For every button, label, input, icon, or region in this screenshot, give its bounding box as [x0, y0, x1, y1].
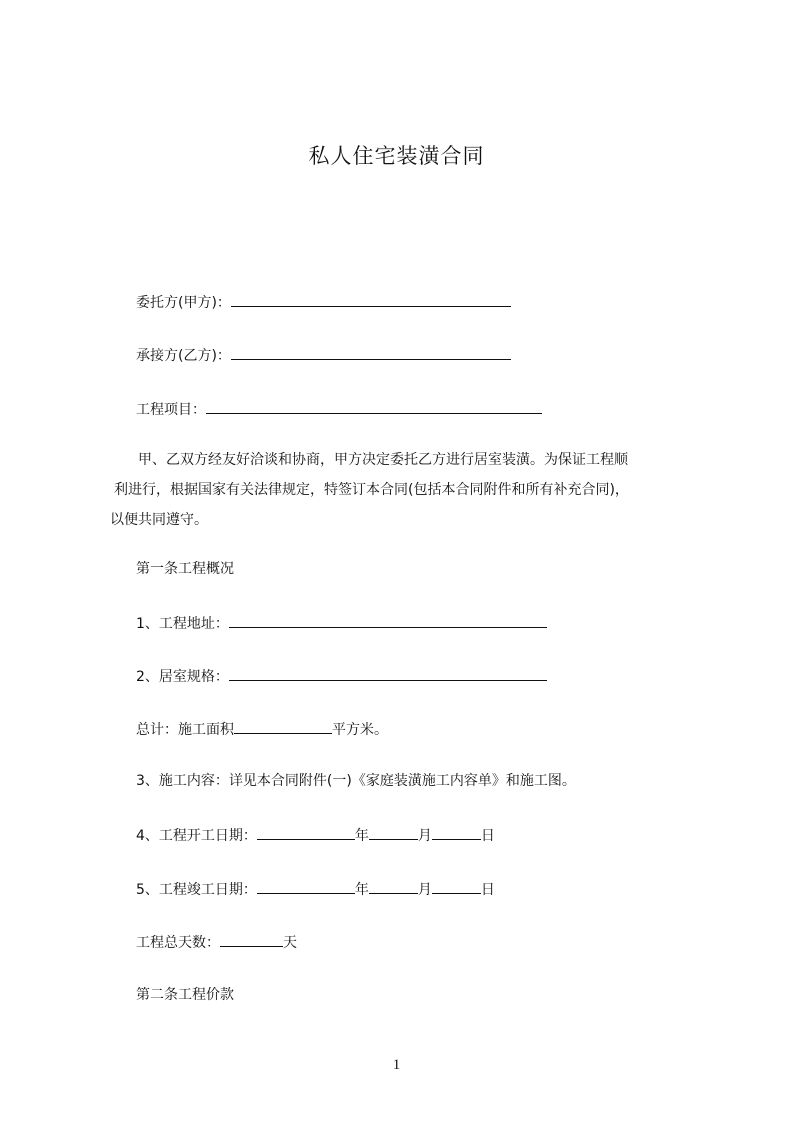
- total-area-suffix: 平方米。: [332, 722, 388, 738]
- project-label: 工程项目：: [136, 402, 206, 418]
- article-1-heading: 第一条工程概况: [136, 561, 234, 577]
- end-year-blank: [257, 878, 355, 894]
- year-label: 年: [354, 882, 369, 898]
- start-date-label: 4、工程开工日期：: [136, 828, 257, 844]
- page-number: 1: [392, 1057, 401, 1073]
- preamble-line: 甲、乙双方经友好洽谈和协商，甲方决定委托乙方进行居室装潢。为保证工程顺: [138, 452, 628, 468]
- address-blank: [229, 612, 547, 628]
- spec-blank: [229, 665, 547, 681]
- project-blank: [206, 398, 542, 414]
- total-area-prefix: 总计：施工面积: [136, 722, 234, 738]
- preamble-line: 以便共同遵守。: [110, 512, 208, 528]
- project-row: [136, 398, 542, 420]
- end-day-blank: [432, 878, 481, 894]
- total-area-row: [136, 718, 388, 740]
- party-a-blank: [231, 291, 511, 307]
- preamble-line: 利进行，根据国家有关法律规定，特签订本合同(包括本合同附件和所有补充合同)，: [114, 482, 629, 498]
- party-b-blank: [231, 344, 511, 360]
- start-year-blank: [257, 824, 355, 840]
- party-b-row: [136, 344, 511, 366]
- year-label: 年: [354, 828, 369, 844]
- month-label: 月: [417, 828, 432, 844]
- month-label: 月: [417, 882, 432, 898]
- end-month-blank: [369, 878, 418, 894]
- start-day-blank: [432, 824, 481, 840]
- article-2-heading: 第二条工程价款: [136, 987, 234, 1003]
- total-area-blank: [234, 718, 332, 734]
- end-date-row: [136, 878, 495, 900]
- start-month-blank: [369, 824, 418, 840]
- end-date-label: 5、工程竣工日期：: [136, 882, 257, 898]
- total-days-blank: [220, 931, 283, 947]
- spec-label: 2、居室规格：: [136, 669, 229, 685]
- total-days-row: [136, 931, 297, 953]
- preamble-paragraph: [110, 445, 670, 535]
- party-b-label: 承接方(乙方)：: [136, 348, 231, 364]
- day-label: 日: [480, 882, 495, 898]
- day-label: 日: [480, 828, 495, 844]
- document-title: 私人住宅装潢合同: [308, 144, 485, 168]
- content-row: 3、施工内容：详见本合同附件(一)《家庭装潢施工内容单》和施工图。: [136, 773, 576, 789]
- start-date-row: [136, 824, 495, 846]
- address-row: [136, 612, 547, 634]
- total-days-unit: 天: [283, 935, 297, 951]
- party-a-row: [136, 291, 511, 313]
- party-a-label: 委托方(甲方)：: [136, 295, 231, 311]
- address-label: 1、工程地址：: [136, 616, 229, 632]
- total-days-label: 工程总天数：: [136, 935, 220, 951]
- spec-row: [136, 665, 547, 687]
